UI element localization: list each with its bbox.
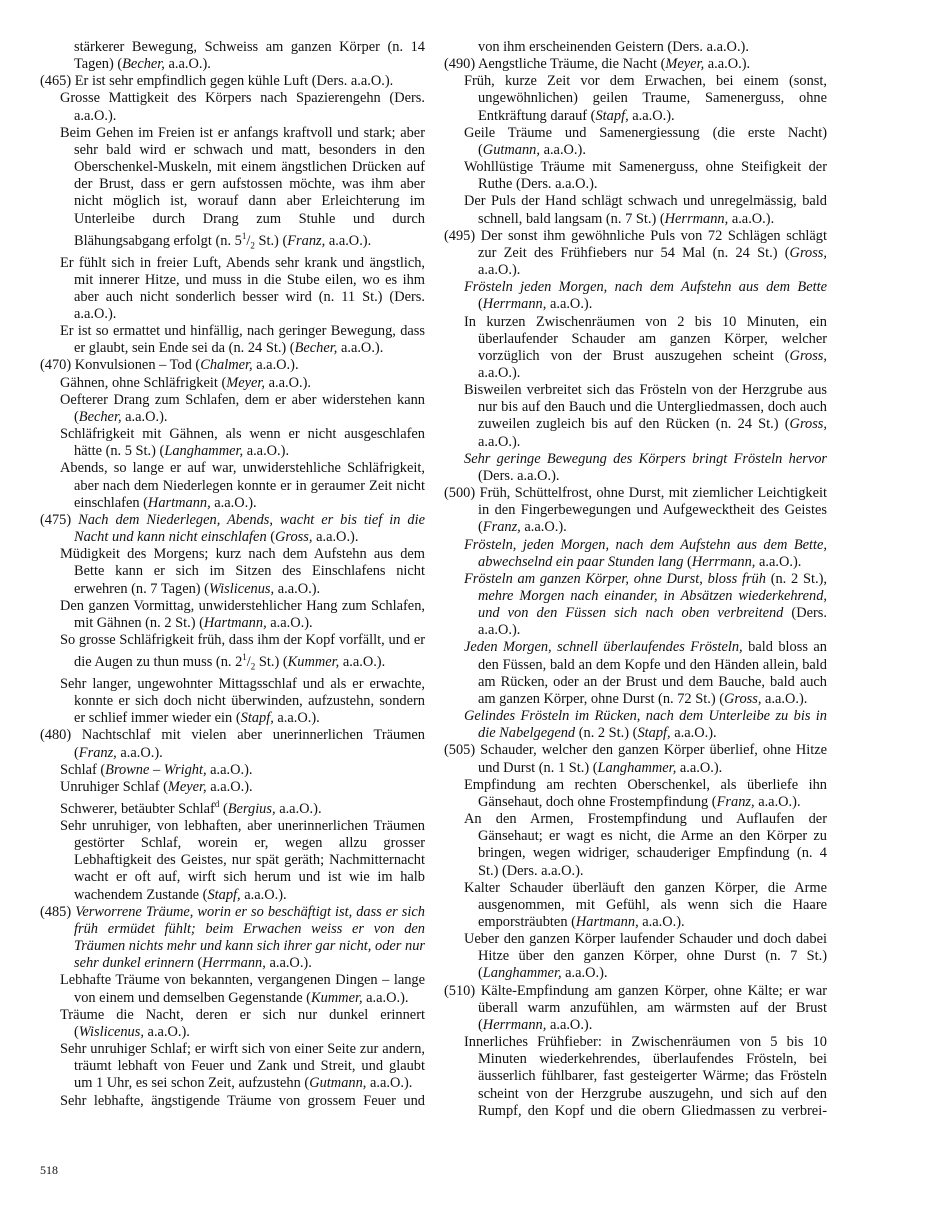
entry-text: (475) bbox=[40, 511, 79, 528]
symptom-entry bbox=[40, 375, 425, 392]
entry-text: / bbox=[246, 653, 251, 670]
entry-text: So grosse Schläfrigkeit früh, dass ihm der Kopf vorfällt, und er die Augen zu thun muss (n. 2 bbox=[60, 631, 425, 670]
entry-text: Schläfrigkeit mit Gähnen, als wenn er nicht ausgeschlafen hätte (n. 5 St.) ( bbox=[60, 426, 425, 460]
entry-text: 1 bbox=[242, 652, 247, 663]
entry-text: ( bbox=[266, 529, 276, 546]
symptom-entry bbox=[40, 357, 425, 374]
entry-text: a.a.O.). bbox=[275, 800, 322, 817]
entry-text: a.a.O.). bbox=[561, 965, 608, 982]
source-citation: Hartmann, bbox=[203, 614, 267, 631]
entry-text: (505) Schauder, welcher den ganzen Körper überlief, ohne Hitze und Durst (n. 1 St.) ( bbox=[444, 742, 827, 776]
symptom-entry bbox=[40, 779, 425, 796]
symptom-entry bbox=[40, 762, 425, 779]
source-citation: Herrmann, bbox=[482, 1016, 547, 1033]
source-citation: Verworrene Träume, worin er so beschäftigt ist, dass er sich früh ermüdet fühlt; beim Erwachen weiss er von den Träumen nichts mehr und kann sich ihrer gar nicht, oder nur sehr dunkel erinnern bbox=[74, 903, 425, 972]
entry-text: a.a.O.). bbox=[728, 210, 775, 227]
symptom-entry bbox=[40, 598, 425, 632]
source-citation: Kummer, bbox=[287, 653, 340, 670]
entry-text: d bbox=[214, 799, 220, 810]
entry-text: Empfindung am rechten Oberschenkel, als überliefe ihn Gänsehaut, doch ohne Frostempfindung ( bbox=[464, 776, 827, 810]
source-citation: Stapf, bbox=[595, 107, 629, 124]
source-citation: Meyer, bbox=[665, 56, 705, 73]
symptom-entry bbox=[444, 931, 827, 982]
entry-text: (485) bbox=[40, 903, 76, 920]
entry-text: a.a.O.). bbox=[164, 56, 211, 73]
symptom-entry bbox=[40, 972, 425, 1006]
entry-text: (490) Aengstliche Träume, die Nacht ( bbox=[444, 56, 666, 73]
right-column bbox=[444, 39, 827, 1120]
symptom-entry bbox=[444, 279, 827, 313]
source-citation: Gross, bbox=[789, 244, 827, 261]
entry-text: a.a.O.). bbox=[312, 529, 359, 546]
source-citation: Langhammer, bbox=[597, 759, 677, 776]
source-citation: Franz, bbox=[716, 793, 755, 810]
symptom-entry bbox=[444, 314, 827, 383]
entry-text: Kalter Schauder überläuft den ganzen Körper, die Arme ausgenommen, mit Gefühl, als wenn sich die Haare emporsträubten ( bbox=[464, 879, 827, 930]
symptom-entry bbox=[40, 676, 425, 727]
entry-text: a.a.O.). bbox=[704, 56, 751, 73]
entry-text: (470) Konvulsionen – Tod ( bbox=[40, 357, 201, 374]
entry-text: (495) Der sonst ihm gewöhnliche Puls von 72 Schlägen schlägt zur Zeit des Frühfiebers nur 54 Mal (n. 24 St.) ( bbox=[444, 227, 827, 261]
entry-text: von ihm erscheinenden Geistern (Ders. a.a.O.). bbox=[478, 39, 749, 55]
symptom-entry bbox=[444, 56, 827, 73]
entry-text: a.a.O.). bbox=[478, 262, 521, 279]
source-citation: Hartmann, bbox=[147, 494, 211, 511]
symptom-entry bbox=[40, 1007, 425, 1041]
entry-text: a.a.O.). bbox=[265, 374, 311, 391]
entry-text: 1 bbox=[241, 230, 247, 241]
entry-text: (n. 2 St.) ( bbox=[575, 725, 638, 742]
entry-text: a.a.O.). bbox=[265, 955, 312, 972]
source-citation: Frösteln am ganzen Körper, ohne Durst, bloss früh bbox=[464, 570, 766, 587]
entry-text: Sehr unruhiger, von lebhaften, aber unerinnerlichen Träumen gestörter Schlaf, worein er, wegen allzu grosser Lebhaftigkeit des Geistes, nur spät geräth; Nachmitternacht wacht er oft auf, wirft sich herum und ist wie im halb wachendem Zustande ( bbox=[60, 818, 425, 903]
source-citation: Franz, bbox=[287, 232, 326, 249]
symptom-entry bbox=[40, 426, 425, 460]
source-citation: Gross, bbox=[275, 529, 313, 546]
source-citation: Gelindes Frösteln im Rücken, nach dem Unterleibe zu bis in die Nabelgegend bbox=[464, 708, 827, 742]
entry-text: St.) ( bbox=[254, 232, 288, 249]
entry-text: a.a.O.). bbox=[754, 793, 801, 810]
symptom-entry bbox=[444, 537, 827, 571]
entry-text: Gähnen, ohne Schläfrigkeit ( bbox=[60, 374, 227, 391]
entry-text: a.a.O.). bbox=[121, 408, 168, 425]
entry-text: a.a.O.). bbox=[206, 761, 253, 778]
source-citation: Nach dem Niederlegen, Abends, wacht er bis tief in die Nacht und kann nicht einschlafen bbox=[74, 511, 425, 546]
entry-text: Oefterer Drang zum Schlafen, dem er aber widerstehen kann ( bbox=[60, 391, 425, 425]
entry-text: a.a.O.). bbox=[761, 690, 808, 707]
entry-text: a.a.O.). bbox=[478, 433, 521, 450]
entry-text: a.a.O.). bbox=[676, 759, 723, 776]
entry-text: a.a.O.). bbox=[243, 443, 290, 460]
source-citation: Herrmann, bbox=[664, 210, 729, 227]
entry-text: a.a.O.). bbox=[628, 107, 675, 124]
entry-text: (500) Früh, Schüttelfrost, ohne Durst, mit ziemlicher Leichtigkeit in den Fingerbewegungen und Aufgewecktheit des Geistes ( bbox=[444, 485, 827, 536]
entry-text: Ueber den ganzen Körper laufender Schauder und doch dabei Hitze über den ganzen Körper, ohne Durst (n. 7 St.) ( bbox=[464, 931, 827, 982]
symptom-entry bbox=[40, 460, 425, 511]
entry-text: a.a.O.). bbox=[520, 519, 567, 536]
symptom-entry bbox=[40, 512, 425, 546]
entry-text: Schlaf ( bbox=[60, 761, 106, 778]
source-citation: Gross, bbox=[789, 347, 827, 364]
source-citation: Stapf, bbox=[240, 710, 274, 727]
entry-text: St.) ( bbox=[255, 653, 288, 670]
symptom-entry bbox=[40, 1041, 425, 1092]
source-citation: Franz, bbox=[482, 519, 521, 536]
entry-text: a.a.O.). bbox=[143, 1023, 190, 1040]
symptom-entry bbox=[40, 73, 425, 90]
entry-text: ( bbox=[193, 955, 203, 972]
entry-text: a.a.O.). bbox=[337, 340, 384, 357]
source-citation: Becher, bbox=[294, 340, 338, 357]
entry-text: 2 bbox=[250, 661, 256, 672]
entry-text: a.a.O.). bbox=[339, 653, 386, 670]
symptom-entry bbox=[444, 880, 827, 931]
entry-text: Beim Gehen im Freien ist er anfangs kraftvoll und stark; aber sehr bald wird er schwach und matt, besonders in den Oberschenkel-Muskeln, mit einem ängstlichen Drücken auf der Brust, dass er gern aufstossen möchte, was ihm aber nicht möglich ist, worauf dann aber Erleichterung im Unterleibe durch Drang zum Stuhle und durch Blähungsabgang erfolgt (n. 5 bbox=[60, 124, 425, 249]
entry-text: (480) Nachtschlaf mit vielen aber unerinnerlichen Träumen ( bbox=[40, 727, 425, 761]
source-citation: Gross, bbox=[789, 416, 827, 433]
symptom-entry bbox=[40, 546, 425, 597]
entry-text: a.a.O.). bbox=[546, 1016, 593, 1033]
source-citation: Sehr geringe Bewegung des Körpers bringt Frösteln hervor bbox=[464, 450, 827, 467]
source-citation: Stapf, bbox=[637, 725, 671, 742]
entry-text: a.a.O.). bbox=[670, 725, 717, 742]
symptom-entry bbox=[444, 1034, 827, 1120]
symptom-entry bbox=[444, 125, 827, 159]
entry-text: a.a.O.). bbox=[638, 913, 685, 930]
symptom-entry bbox=[444, 159, 827, 193]
entry-text: 2 bbox=[250, 240, 255, 251]
entry-text: (465) Er ist sehr empfindlich gegen kühle Luft (Ders. a.a.O.). bbox=[40, 73, 394, 90]
source-citation: Browne – Wright, bbox=[105, 761, 207, 778]
entry-text: Er ist so ermattet und hinfällig, nach geringer Bewegung, dass er glaubt, sein Ende sei da (n. 24 St.) ( bbox=[60, 323, 425, 357]
source-citation: Herrmann, bbox=[691, 553, 756, 570]
symptom-entry bbox=[40, 323, 425, 357]
source-citation: Gutmann, bbox=[482, 141, 540, 158]
entry-text: a.a.O.). bbox=[252, 357, 299, 374]
source-citation: Langhammer, bbox=[164, 443, 244, 460]
symptom-entry bbox=[40, 796, 425, 818]
source-citation: Chalmer, bbox=[200, 357, 253, 374]
symptom-entry bbox=[444, 193, 827, 227]
source-citation: Wislicenus, bbox=[78, 1023, 144, 1040]
symptom-entry bbox=[444, 382, 827, 451]
symptom-entry bbox=[40, 904, 425, 973]
symptom-entry bbox=[444, 777, 827, 811]
symptom-entry bbox=[40, 818, 425, 904]
entry-text: Schwerer, betäubter Schlaf bbox=[60, 800, 215, 817]
entry-text: / bbox=[246, 232, 251, 249]
source-citation: Meyer, bbox=[167, 778, 207, 795]
symptom-entry bbox=[444, 708, 827, 742]
symptom-entry bbox=[40, 39, 425, 73]
symptom-entry bbox=[40, 90, 425, 124]
source-citation: Frösteln, jeden Morgen, nach dem Aufstehn aus dem Bette, abwechselnd ein paar Stunden lang bbox=[464, 536, 827, 570]
symptom-entry bbox=[40, 1093, 425, 1110]
symptom-entry bbox=[40, 392, 425, 426]
symptom-entry bbox=[444, 639, 827, 708]
entry-text: Früh, kurze Zeit vor dem Erwachen, bei einem (sonst, ungewöhnlichen) geilen Traume, Samenerguss, ohne Entkräftung darauf ( bbox=[464, 73, 827, 124]
source-citation: Meyer, bbox=[226, 374, 266, 391]
entry-text: a.a.O.). bbox=[210, 494, 257, 511]
page-number: 518 bbox=[40, 1163, 58, 1177]
source-citation: Becher, bbox=[78, 408, 122, 425]
source-citation: Gross, bbox=[724, 690, 762, 707]
entry-text: Wohllüstige Träume mit Samenerguss, ohne Steifigkeit der Ruthe (Ders. a.a.O.). bbox=[464, 159, 827, 193]
entry-text: a.a.O.). bbox=[240, 886, 287, 903]
symptom-entry bbox=[444, 983, 827, 1034]
source-citation: Frösteln jeden Morgen, nach dem Aufstehn aus dem Bette bbox=[464, 279, 827, 296]
entry-text: Unruhiger Schlaf ( bbox=[60, 778, 168, 795]
symptom-entry bbox=[444, 228, 827, 279]
entry-text: (Ders. a.a.O.). bbox=[478, 605, 827, 639]
symptom-entry bbox=[444, 811, 827, 880]
source-citation: Kummer, bbox=[310, 989, 363, 1006]
entry-text: a.a.O.). bbox=[325, 232, 372, 249]
entry-text: Sehr unruhiger Schlaf; er wirft sich von einer Seite zur andern, träumt lebhaft von Feuer und Zank und Streit, und glaubt um 1 Uhr, es sei schon Zeit, aufzustehn ( bbox=[60, 1041, 425, 1092]
entry-text: a.a.O.). bbox=[274, 580, 321, 597]
entry-text: ( bbox=[219, 800, 228, 817]
entry-text: a.a.O.). bbox=[755, 553, 802, 570]
symptom-entry bbox=[40, 255, 425, 324]
entry-text: a.a.O.). bbox=[362, 989, 409, 1006]
entry-text: Innerliches Frühfieber: in Zwischenräumen von 5 bis 10 Minuten wiederkehrendes, überlaufendes Frösteln, bei äusserlich fühlbarer, fast gesteigerter Wärme; das Frösteln scheint von der Herzgrube auszugehn, und sich auf den Rumpf, den Kopf und die obern Gliedmassen zu verbrei- bbox=[464, 1034, 827, 1119]
source-citation: Herrmann, bbox=[202, 955, 266, 972]
source-citation: Herrmann, bbox=[482, 296, 547, 313]
source-citation: Jeden Morgen, schnell überlaufendes Frösteln, bbox=[464, 639, 743, 656]
entry-text: ( bbox=[478, 296, 483, 313]
entry-text: (Ders. a.a.O.). bbox=[478, 467, 560, 484]
entry-text: Sehr langer, ungewohnter Mittagsschlaf und als er erwachte, konnte er sich doch nicht überwinden, aufzustehn, sondern er schlief immer wieder ein ( bbox=[60, 675, 425, 727]
source-citation: Bergius, bbox=[227, 800, 276, 817]
entry-text: a.a.O.). bbox=[546, 296, 593, 313]
entry-text: Sehr lebhafte, ängstigende Träume von grossem Feuer und bbox=[60, 1092, 425, 1109]
symptom-entry bbox=[40, 632, 425, 676]
entry-text: Geile Träume und Samenergiessung (die erste Nacht) ( bbox=[464, 124, 827, 158]
symptom-entry bbox=[40, 125, 425, 255]
entry-text: a.a.O.). bbox=[273, 710, 320, 727]
entry-text: Lebhafte Träume von bekannten, vergangenen Dingen – lange von einem und demselben Gegenstande ( bbox=[60, 972, 425, 1006]
entry-text: (n. 2 St.), bbox=[765, 570, 827, 587]
source-citation: Becher, bbox=[122, 56, 165, 73]
source-citation: Stapf, bbox=[207, 886, 241, 903]
symptom-entry bbox=[444, 451, 827, 485]
source-citation: Franz, bbox=[78, 744, 117, 761]
entry-text: Bisweilen verbreitet sich das Frösteln von der Herzgrube aus nur bis auf den Bauch und die Untergliedmassen, doch auch zuweilen zugleich bis auf den Rücken (n. 24 St.) ( bbox=[464, 382, 827, 433]
symptom-entry bbox=[444, 485, 827, 536]
symptom-entry bbox=[444, 73, 827, 124]
entry-text: bald bloss an den Füssen, bald an dem Kopfe und den Händen allein, bald am Rücken, oder an der Brust und dem Bauche, bald auch am ganzen Körper, ohne Durst (n. 72 St.) ( bbox=[478, 639, 827, 707]
entry-text: stärkerer Bewegung, Schweiss am ganzen Körper (n. 14 Tagen) ( bbox=[74, 39, 425, 73]
symptom-entry bbox=[444, 571, 827, 640]
entry-text: a.a.O.). bbox=[206, 778, 253, 795]
entry-text: a.a.O.). bbox=[116, 744, 163, 761]
entry-text: (510) Kälte-Empfindung am ganzen Körper, ohne Kälte; er war überall warm anzufühlen, am wärmsten auf der Brust ( bbox=[444, 982, 827, 1033]
entry-text: a.a.O.). bbox=[266, 614, 313, 631]
entry-text: a.a.O.). bbox=[478, 364, 521, 381]
source-citation: Gutmann, bbox=[309, 1075, 367, 1092]
symptom-entry bbox=[444, 39, 827, 56]
entry-text: Träume die Nacht, deren er sich nur dunkel erinnert ( bbox=[60, 1006, 425, 1040]
entry-text: Müdigkeit des Morgens; kurz nach dem Aufstehn aus dem Bette kann er sich im Sitzen des Einschlafens nicht erwehren (n. 7 Tagen) ( bbox=[60, 546, 425, 597]
entry-text: a.a.O.). bbox=[366, 1075, 413, 1092]
entry-text: Er fühlt sich in freier Luft, Abends sehr krank und ängstlich, mit innerer Hitze, und muss in die Stube eilen, wo es ihm aber auch nicht sonderlich besser wird (n. 11 St.) (Ders. a.a.O.). bbox=[60, 254, 425, 323]
entry-text: a.a.O.). bbox=[539, 141, 586, 158]
symptom-entry bbox=[40, 727, 425, 761]
source-citation: Langhammer, bbox=[482, 965, 562, 982]
source-citation: mehre Morgen nach einander, in Absätzen wiederkehrend, und von den Füssen sich nach oben verbreitend bbox=[478, 588, 827, 622]
entry-text: ( bbox=[683, 553, 692, 570]
entry-text: Grosse Mattigkeit des Körpers nach Spazierengehn (Ders. a.a.O.). bbox=[60, 90, 425, 124]
entry-text: Der Puls der Hand schlägt schwach und unregelmässig, bald schnell, bald langsam (n. 7 St.) ( bbox=[464, 193, 827, 227]
entry-text: Abends, so lange er auf war, unwiderstehliche Schläfrigkeit, aber nach dem Niederlegen konnte er in geraumer Zeit nicht einschlafen ( bbox=[60, 460, 425, 511]
entry-text: Den ganzen Vormittag, unwiderstehlicher Hang zum Schlafen, mit Gähnen (n. 2 St.) ( bbox=[60, 597, 425, 631]
entry-text: An den Armen, Frostempfindung und Auflaufen der Gänsehaut; er wagt es nicht, die Arme an den Körper zu bringen, wegen widriger, schauderiger Empfindung (n. 4 St.) (Ders. a.a.O.). bbox=[464, 811, 827, 879]
source-citation: Wislicenus, bbox=[208, 580, 275, 597]
entry-text: In kurzen Zwischenräumen von 2 bis 10 Minuten, ein überlaufender Schauder am ganzen Körper, welcher vorzüglich von der Brust auszugehen scheint ( bbox=[464, 313, 827, 364]
symptom-entry bbox=[444, 742, 827, 776]
left-column bbox=[40, 39, 425, 1110]
source-citation: Hartmann, bbox=[575, 913, 639, 930]
